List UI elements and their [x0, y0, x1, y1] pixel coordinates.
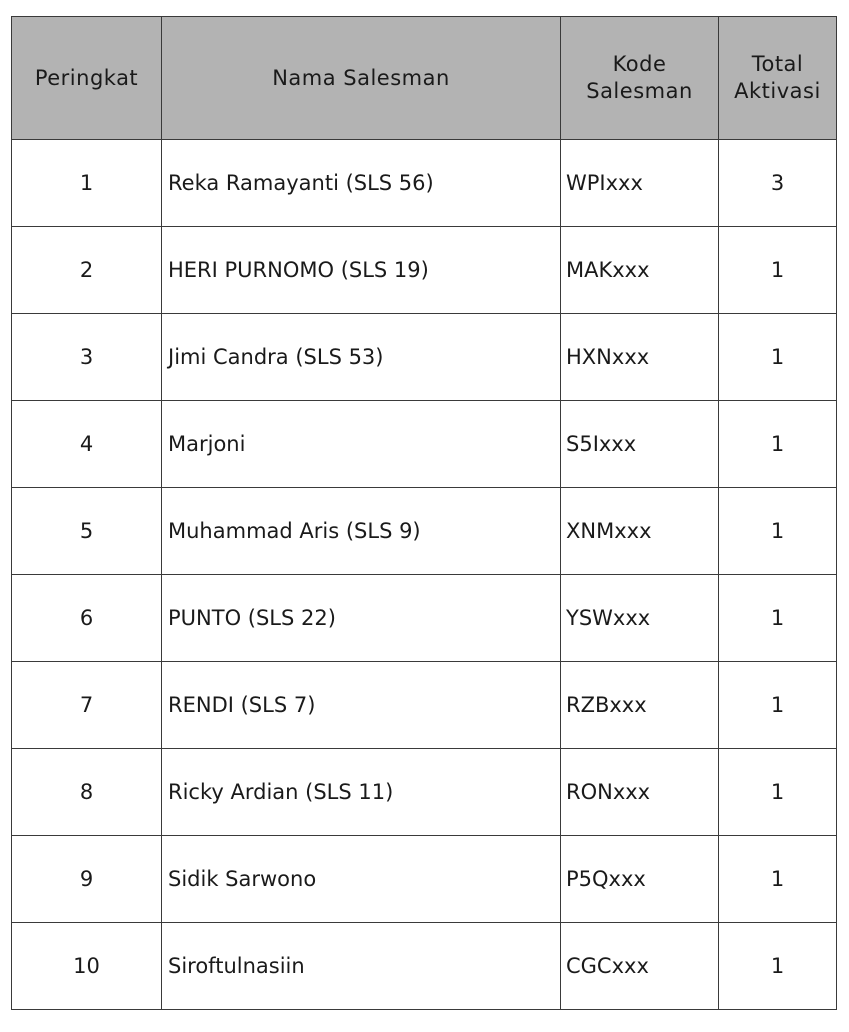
salesman-code-cell: MAKxxx: [561, 227, 719, 314]
table-row: [12, 401, 837, 488]
rank-cell: 8: [12, 749, 162, 836]
salesman-ranking-table: [11, 16, 837, 1010]
header-name-label: Nama Salesman: [272, 65, 450, 90]
total-activation-cell: 1: [719, 314, 837, 401]
header-total-label-line2: Aktivasi: [734, 79, 821, 103]
salesman-name-cell: RENDI (SLS 7): [162, 662, 561, 749]
table-row: [12, 749, 837, 836]
table-row: [12, 575, 837, 662]
rank-cell: 3: [12, 314, 162, 401]
salesman-code-cell: XNMxxx: [561, 488, 719, 575]
table-row: [12, 488, 837, 575]
salesman-name-cell: Marjoni: [162, 401, 561, 488]
header-name: [162, 17, 561, 140]
salesman-code-cell: S5Ixxx: [561, 401, 719, 488]
rank-cell: 7: [12, 662, 162, 749]
total-activation-cell: 1: [719, 836, 837, 923]
header-row: [12, 17, 837, 140]
salesman-name-cell: Reka Ramayanti (SLS 56): [162, 140, 561, 227]
table-body: [12, 140, 837, 1010]
total-activation-cell: 1: [719, 401, 837, 488]
table-row: [12, 227, 837, 314]
table-row: [12, 836, 837, 923]
salesman-code-cell: WPIxxx: [561, 140, 719, 227]
header-rank: [12, 17, 162, 140]
salesman-code-cell: CGCxxx: [561, 923, 719, 1010]
rank-cell: 10: [12, 923, 162, 1010]
salesman-code-cell: HXNxxx: [561, 314, 719, 401]
rank-cell: 1: [12, 140, 162, 227]
salesman-name-cell: HERI PURNOMO (SLS 19): [162, 227, 561, 314]
salesman-name-cell: Muhammad Aris (SLS 9): [162, 488, 561, 575]
salesman-name-cell: Jimi Candra (SLS 53): [162, 314, 561, 401]
header-code-label-line2: Salesman: [586, 79, 693, 103]
salesman-code-cell: P5Qxxx: [561, 836, 719, 923]
rank-cell: 5: [12, 488, 162, 575]
total-activation-cell: 1: [719, 227, 837, 314]
table-row: [12, 140, 837, 227]
rank-cell: 4: [12, 401, 162, 488]
header-code: [561, 17, 719, 140]
rank-cell: 9: [12, 836, 162, 923]
rank-cell: 6: [12, 575, 162, 662]
salesman-name-cell: Sidik Sarwono: [162, 836, 561, 923]
rank-cell: 2: [12, 227, 162, 314]
total-activation-cell: 1: [719, 662, 837, 749]
header-total: [719, 17, 837, 140]
table-row: [12, 923, 837, 1010]
table-row: [12, 662, 837, 749]
salesman-name-cell: PUNTO (SLS 22): [162, 575, 561, 662]
table-header: [12, 17, 837, 140]
total-activation-cell: 1: [719, 923, 837, 1010]
salesman-code-cell: RONxxx: [561, 749, 719, 836]
salesman-code-cell: RZBxxx: [561, 662, 719, 749]
total-activation-cell: 1: [719, 575, 837, 662]
total-activation-cell: 1: [719, 749, 837, 836]
header-code-label-line1: Kode: [612, 52, 667, 76]
total-activation-cell: 1: [719, 488, 837, 575]
header-total-label-line1: Total: [751, 52, 804, 76]
salesman-code-cell: YSWxxx: [561, 575, 719, 662]
salesman-name-cell: Siroftulnasiin: [162, 923, 561, 1010]
salesman-name-cell: Ricky Ardian (SLS 11): [162, 749, 561, 836]
header-rank-label: Peringkat: [34, 65, 139, 90]
table-row: [12, 314, 837, 401]
total-activation-cell: 3: [719, 140, 837, 227]
